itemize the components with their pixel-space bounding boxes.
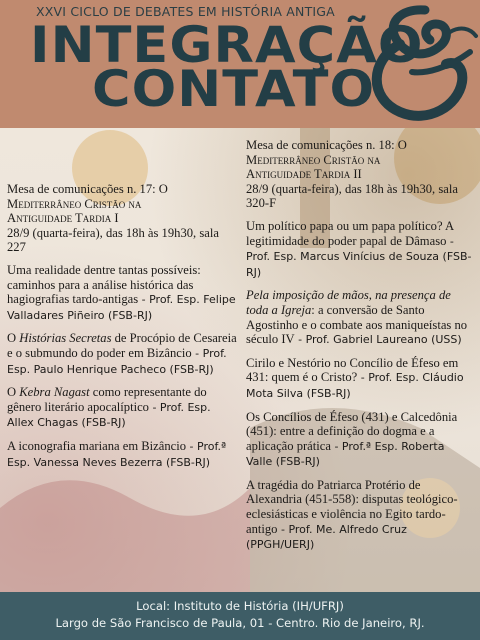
session-18-theme-2: Antiguidade Tardia II — [246, 167, 362, 182]
session-17-theme-1: Mediterrâneo Cristão na — [7, 196, 142, 211]
talk-title-lead: O — [7, 331, 20, 346]
talk-item — [246, 356, 474, 402]
event-supertitle: XXVI CICLO DE DEBATES EM HISTÓRIA ANTIGA — [36, 4, 335, 19]
talk-title: : a conversão de Santo Agostinho e o combate aos maniqueístas no século IV — [246, 302, 468, 347]
title-integracao: INTEGRAÇÃO — [30, 16, 424, 74]
talk-item — [7, 331, 237, 377]
talk-author: - Prof. Esp. Paulo Henrique Pacheco (FSB-RJ) — [7, 346, 227, 376]
talk-title-italic: Histórias Secretas — [19, 331, 112, 346]
talk-author: - Prof.ª Esp. Vanessa Neves Bezerra (FSB-RJ) — [7, 439, 227, 469]
talk-title-lead: O — [7, 385, 20, 400]
talk-author: - Prof. Esp. Felipe Valladares Piñeiro (FSB-RJ) — [7, 293, 236, 322]
session-18-header — [246, 138, 474, 211]
talk-title: A iconografia mariana em Bizâncio — [7, 438, 187, 453]
venue-footer — [0, 592, 480, 640]
talk-title: de Procópio de Cesareia e o submundo do poder em Bizâncio — [7, 331, 237, 360]
talk-author: - Prof. Esp. Marcus Vinícius de Souza (FSB-RJ) — [246, 234, 472, 279]
talk-title-italic: Kebra Nagast — [19, 385, 90, 400]
talk-author: - Prof. Esp. Allex Chagas (FSB-RJ) — [7, 400, 211, 430]
talk-title: como representante do gênero literário apocalíptico — [7, 385, 207, 414]
venue-location: Local: Instituto de História (IH/UFRJ) — [136, 599, 344, 613]
session-18-heading: Mesa de comunicações n. 18: O — [246, 138, 407, 152]
ampersand-logo-icon — [330, 2, 480, 128]
talk-item — [246, 478, 474, 553]
venue-address: Largo de São Francisco de Paula, 01 - Centro. Rio de Janeiro, RJ. — [55, 616, 425, 630]
talk-author: - Prof. Gabriel Laureano (USS) — [294, 333, 462, 347]
session-17-heading: Mesa de comunicações n. 17: O — [7, 182, 168, 196]
session-17-header — [7, 182, 237, 255]
talk-title: A tragédia do Patriarca Protério de Alexandria (451-558): disputas teológico-eclesiásticas e violência no Egito tardo-antigo — [246, 477, 458, 536]
session-17-theme-2: Antiguidade Tardia I — [7, 211, 119, 226]
talk-author: - Prof.ª Esp. Roberta Valle (FSB-RJ) — [246, 439, 445, 469]
talk-item — [246, 288, 474, 347]
session-18-schedule: 28/9 (quarta-feira), das 18h às 19h30, sala 320-F — [246, 181, 458, 211]
poster-header — [0, 0, 480, 128]
title-contato: CONTATO — [92, 60, 376, 118]
talk-title: Uma realidade dentre tantas possíveis: caminhos para a análise histórica das hagiografias tardo-antigas — [7, 262, 201, 307]
session-18-theme-1: Mediterrâneo Cristão na — [246, 152, 381, 167]
talk-item — [7, 439, 237, 470]
talk-title-italic: Pela imposição de mãos, na presença de toda a Igreja — [246, 288, 451, 317]
talk-title: Cirilo e Nestório no Concílio de Éfeso em 431: quem é o Cristo? — [246, 355, 459, 385]
talk-title: Um político papa ou um papa político? A legitimidade do poder papal de Dâmaso — [246, 218, 454, 248]
session-17-schedule: 28/9 (quarta-feira), das 18h às 19h30, sala 227 — [7, 225, 219, 255]
talk-item — [246, 410, 474, 470]
talk-item — [7, 385, 237, 431]
talk-item — [246, 219, 474, 280]
talk-author: - Prof. Esp. Cláudio Mota Silva (FSB-RJ) — [246, 371, 464, 400]
program-area — [0, 128, 480, 592]
talk-title: Os Concílios de Éfeso (431) e Calcedônia (451): entre a definição do dogma e a aplicação prática — [246, 409, 458, 453]
talk-item — [7, 263, 237, 323]
talk-author: - Prof. Me. Alfredo Cruz (PPGH/UERJ) — [246, 522, 407, 552]
session-18-column — [246, 138, 474, 561]
session-17-column — [7, 182, 237, 478]
